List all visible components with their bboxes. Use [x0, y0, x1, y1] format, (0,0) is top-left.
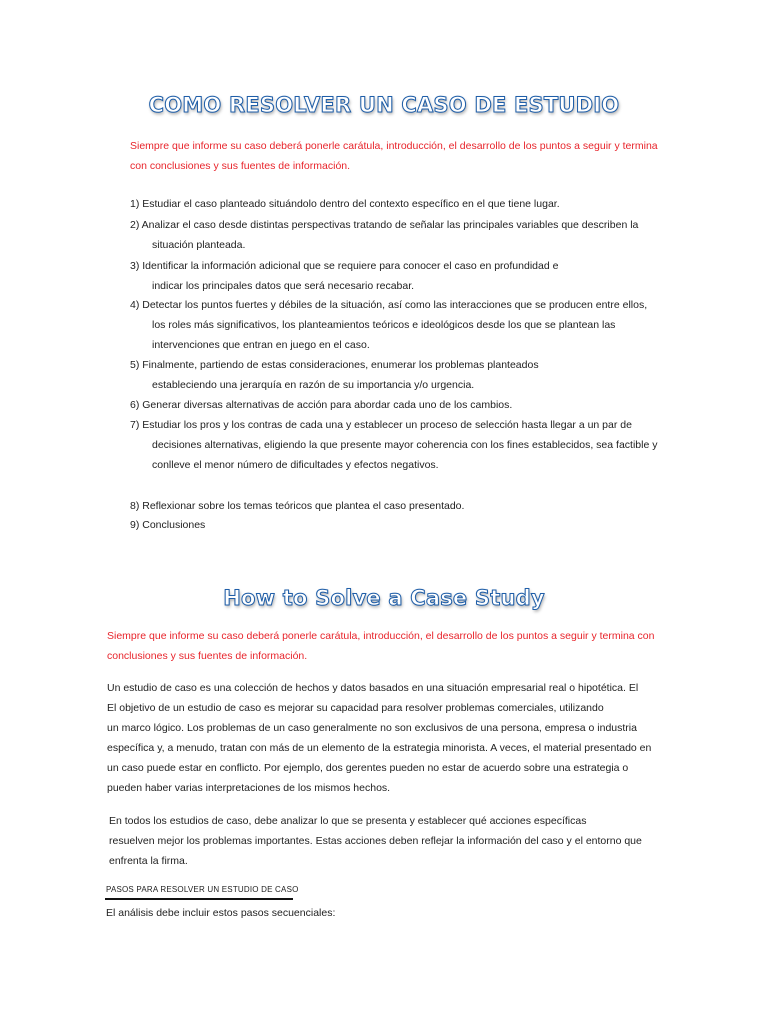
- paragraph-line: un marco lógico. Los problemas de un caso generalmente no son exclusivos de una persona, empresa o industria: [107, 722, 637, 734]
- paragraph-line: enfrenta la firma.: [109, 855, 188, 867]
- step-2: [130, 215, 638, 255]
- intro-english: [107, 626, 654, 666]
- paragraph-line: En todos los estudios de caso, debe analizar lo que se presenta y establecer qué acciones específicas: [109, 815, 587, 827]
- step-line: situación planteada.: [152, 239, 246, 251]
- paragraph-line: El objetivo de un estudio de caso es mejorar su capacidad para resolver problemas comerciales, utilizando: [107, 702, 604, 714]
- intro-spanish-line: Siempre que informe su caso deberá ponerle carátula, introducción, el desarrollo de los puntos a seguir y termina: [130, 140, 658, 152]
- paragraph-1: [107, 678, 651, 798]
- step-line: 6) Generar diversas alternativas de acción para abordar cada uno de los cambios.: [130, 399, 513, 411]
- step-line: 4) Detectar los puntos fuertes y débiles de la situación, así como las interacciones que se producen entre ellos,: [130, 299, 648, 311]
- paragraph-line: resuelven mejor los problemas importantes. Estas acciones deben reflejar la información del caso y el entorno que: [109, 835, 642, 847]
- title-english: How to Solve a Case Study: [223, 586, 545, 610]
- paragraph-line: específica y, a menudo, tratan con más de un elemento de la estrategia minorista. A veces, el material presentado en: [107, 742, 652, 754]
- step-line: 1) Estudiar el caso planteado situándolo dentro del contexto específico en el que tiene lugar.: [130, 198, 560, 210]
- step-line: 7) Estudiar los pros y los contras de cada una y establecer un proceso de selección hasta llegar a un par de: [130, 419, 632, 431]
- section-heading: PASOS PARA RESOLVER UN ESTUDIO DE CASO: [106, 885, 299, 894]
- step-5: [130, 355, 539, 395]
- intro-english-line: conclusiones y sus fuentes de información.: [107, 650, 308, 662]
- section-underline: [105, 898, 293, 900]
- step-line: los roles más significativos, los planteamientos teóricos e ideológicos desde los que se plantean las: [152, 319, 616, 331]
- step-6: [130, 395, 512, 415]
- step-1: [130, 194, 560, 214]
- step-3: [130, 256, 558, 296]
- step-line: 5) Finalmente, partiendo de estas consideraciones, enumerar los problemas planteados: [130, 359, 539, 371]
- step-line: intervenciones que entran en juego en el caso.: [152, 339, 370, 351]
- intro-spanish: [130, 136, 658, 176]
- paragraph-line: un caso puede estar en conflicto. Por ejemplo, dos gerentes pueden no estar de acuerdo sobre una estrategia o: [107, 762, 629, 774]
- step-line: 2) Analizar el caso desde distintas perspectivas tratando de señalar las principales variables que describen la: [130, 219, 639, 231]
- section-text: El análisis debe incluir estos pasos secuenciales:: [106, 907, 336, 919]
- step-line: 9) Conclusiones: [130, 519, 206, 531]
- step-line: 8) Reflexionar sobre los temas teóricos que plantea el caso presentado.: [130, 500, 465, 512]
- step-line: decisiones alternativas, eligiendo la que presente mayor coherencia con los fines establecidos, sea factible y: [152, 439, 658, 451]
- step-line: conlleve el menor número de dificultades y efectos negativos.: [152, 459, 439, 471]
- paragraph-line: pueden haber varias interpretaciones de los mismos hechos.: [107, 782, 391, 794]
- title-spanish: COMO RESOLVER UN CASO DE ESTUDIO: [148, 93, 620, 117]
- paragraph-line: Un estudio de caso es una colección de hechos y datos basados en una situación empresarial real o hipotética. El: [107, 682, 639, 694]
- intro-english-line: Siempre que informe su caso deberá ponerle carátula, introducción, el desarrollo de los puntos a seguir y termina con: [107, 630, 655, 642]
- step-7: [130, 415, 657, 475]
- step-line: indicar los principales datos que será necesario recabar.: [152, 280, 415, 292]
- step-9: [130, 515, 205, 535]
- step-line: 3) Identificar la información adicional que se requiere para conocer el caso en profundidad e: [130, 260, 559, 272]
- paragraph-2: [109, 811, 642, 871]
- intro-spanish-line: con conclusiones y sus fuentes de información.: [130, 160, 351, 172]
- step-line: estableciendo una jerarquía en razón de su importancia y/o urgencia.: [152, 379, 475, 391]
- step-4: [130, 295, 647, 355]
- step-8: [130, 496, 464, 516]
